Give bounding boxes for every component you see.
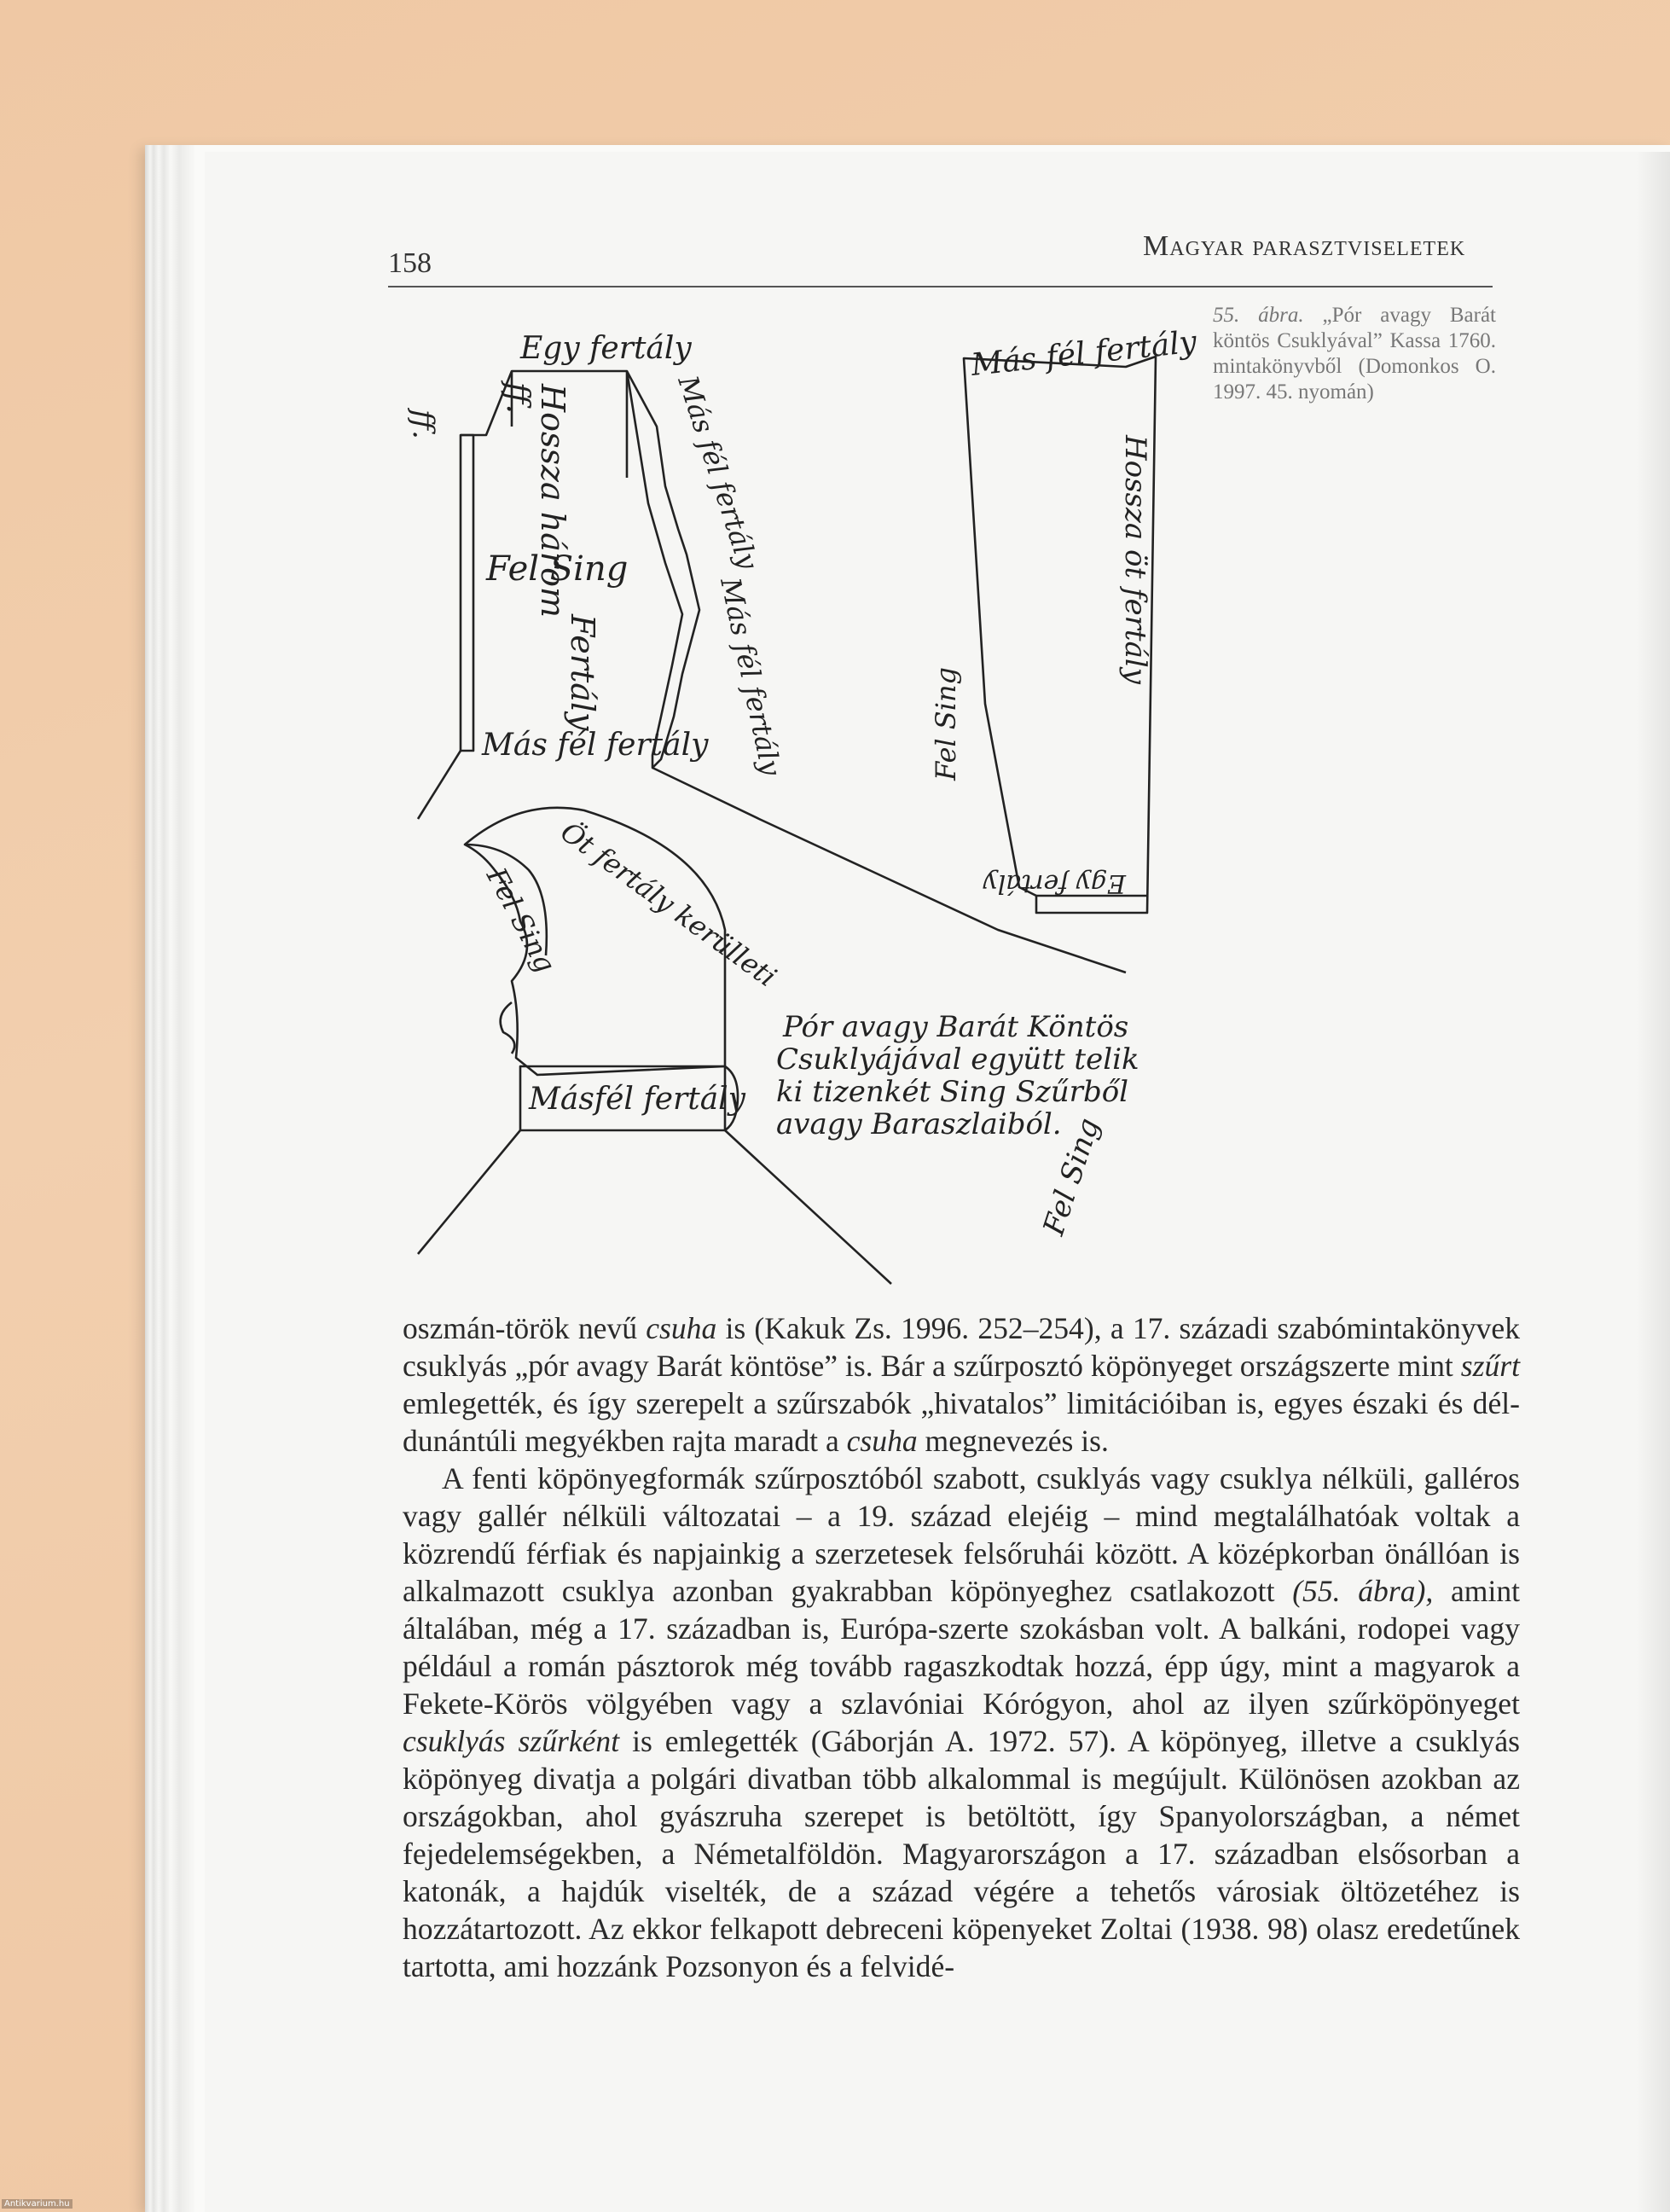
italic-run: csuha xyxy=(846,1424,918,1458)
italic-run: (55. ábra), xyxy=(1292,1574,1434,1608)
text-run: A fenti köpönyegformák szűrposztóból szabott, csuklyás vagy csuklya nélküli, galléros vagy gallér nélküli változatai – a 19. század elejéig – mind megtalálhatóak voltak a közrendű férfiak és napjainkig a szerzetesek felsőruhái között. A középkorban önállóan is alkalmazott csuklya azonban gyakrabban köpönyeghez csatlakozott xyxy=(403,1461,1520,1608)
running-head: Magyar parasztviseletek xyxy=(1143,230,1466,262)
figure-caption-text: „Pór avagy Barát köntös Csuklyával” Kassa 1760. mintakönyvből (Domonkos O. 1997. 45. nyomán) xyxy=(1213,304,1497,404)
hood-lower-right xyxy=(725,1130,891,1284)
label-ff-mark: ff. xyxy=(406,409,440,439)
paragraph-2 xyxy=(403,1460,1520,1985)
label-fel-sing-sleeve: Fel Sing xyxy=(930,666,962,781)
paragraph-1 xyxy=(403,1309,1520,1460)
label-fel-sing: Fel Sing xyxy=(486,549,629,589)
label-hossza-ot-fertaly: Hossza öt fertály xyxy=(1118,435,1152,684)
hood-mark xyxy=(501,1002,515,1054)
hood-lower-left xyxy=(418,1130,520,1254)
label-fertaly: Fertály xyxy=(564,614,601,731)
label-masfel-fertaly-diag2: Más fél fertály xyxy=(714,574,788,779)
label-egy-fertaly-sleeve: Egy fertály xyxy=(983,868,1126,898)
italic-run: csuklyás szűrként xyxy=(403,1724,620,1758)
body-text xyxy=(403,1309,1520,1985)
label-masfel-fertaly-left: Más fél fertály xyxy=(482,728,709,763)
header-rule xyxy=(388,286,1493,287)
figure-note-line2: Csuklyájával együtt telik xyxy=(776,1042,1139,1077)
label-fel-sing-hood: Fel Sing xyxy=(479,862,562,978)
label-fel-sing-bottom: Fel Sing xyxy=(1036,1113,1107,1240)
watermark: Antikvarium.hu xyxy=(2,2199,72,2209)
figure-caption-label: 55. ábra. xyxy=(1213,304,1304,327)
label-egy-fertaly-top: Egy fertály xyxy=(520,331,692,366)
label-masfel-fertaly-sleeve: Más fél fertály xyxy=(969,324,1198,383)
label-ff-mark-2: ff. xyxy=(500,382,535,414)
figure-note-line3: ki tizenkét Sing Szűrből xyxy=(776,1075,1129,1109)
page-number: 158 xyxy=(388,247,432,279)
label-masfel-fertaly-diag1: Más fél fertály xyxy=(671,371,765,573)
italic-run: szűrt xyxy=(1460,1349,1520,1383)
text-run: is emlegették (Gáborján A. 1972. 57). A köpönyeg, illetve a csuklyás köpönyeg divatja a polgári divatban több alkalommal is megújult. Különösen azokban az országokban, ahol gyászruha szerepet is betöltött, így Spanyolországban, a német fejedelemségekben, a Németalföldön. Magyarországon a 17. században elsősorban a katonák, a hajdúk viselték, de a század végére a tehetős városiak öltözetéhez is hozzátartozott. Az ekkor felkapott debreceni köpenyeket Zoltai (1938. 98) olasz eredetűnek tartotta, ami hozzánk Pozsonyon és a felvidé- xyxy=(403,1724,1520,1983)
body-panel-front xyxy=(461,435,473,751)
text-run: emlegették, és így szerepelt a szűrszabók „hivatalos” limitációiban is, egyes északi és dél-dunántúli megyékben rajta maradt a xyxy=(403,1386,1520,1458)
pattern-figure xyxy=(401,307,1493,1288)
text-run: megnevezés is. xyxy=(917,1424,1109,1458)
text-run: is (Kakuk Zs. 1996. 252–254), a 17. századi szabómintakönyvek csuklyás „pór avagy Barát köntöse” is. Bár a szűrposztó köpönyeget országszerte mint xyxy=(403,1311,1520,1383)
text-run: oszmán-török nevű xyxy=(403,1311,647,1345)
figure-note-line4: avagy Baraszlaiból. xyxy=(776,1107,1062,1141)
text-run: amint általában, még a 17. században is, Európa-szerte szokásban volt. A balkáni, rodopei vagy például a román pásztorok még tovább ragaszkodtak hozzá, épp úgy, mint a magyarok a Fekete-Körös völgyében vagy a szlavóniai Kórógyon, ahol az ilyen szűrköpönyeget xyxy=(403,1574,1521,1721)
italic-run: csuha xyxy=(646,1311,717,1345)
label-masfel-fertaly-hood: Másfél fertály xyxy=(529,1082,746,1117)
figure-note-line1: Pór avagy Barát Köntös xyxy=(783,1010,1129,1044)
page-gutter-shadow xyxy=(1636,152,1670,2212)
label-hossza-harom: Hossza három xyxy=(534,384,571,618)
label-ot-fertaly-kerulleti: Öt fertály kerülleti xyxy=(554,815,783,994)
